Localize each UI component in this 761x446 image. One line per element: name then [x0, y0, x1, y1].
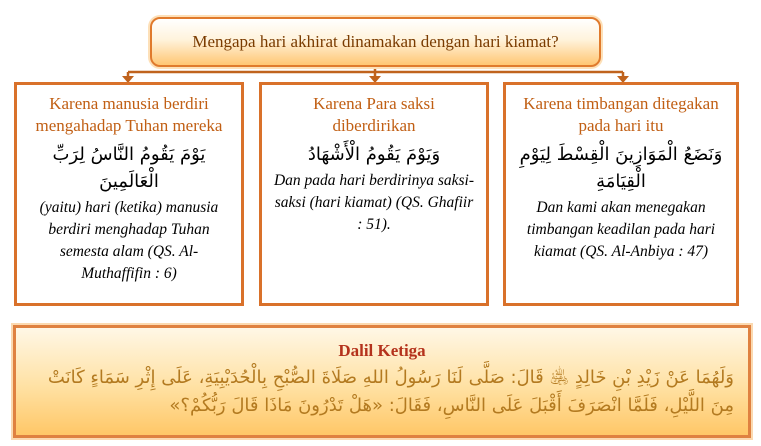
reason-card-1: [14, 82, 244, 306]
dalil-arabic-text: وَلَهُمَا عَنْ زَيْدِ بْنِ خَالِدٍ ﵁ قَالَ: صَلَّى لَنَا رَسُولُ اللهِ صَلَاةَ الصُّبْحِ بِالْحُدَيْبِيَةِ، عَلَى إِثْرِ سَمَاءٍ كَانَتْ مِنَ اللَّيْلِ، فَلَمَّا انْصَرَفَ أَقْبَلَ عَلَى النَّاسِ، فَقَالَ: «هَلْ تَدْرُونَ مَاذَا قَالَ رَبُّكُمْ؟»: [47, 367, 734, 416]
reason-card-3: [503, 82, 739, 306]
dalil-box: [13, 325, 751, 438]
reason-card-2: [259, 82, 489, 306]
question-title-box: [150, 17, 601, 67]
question-title: Mengapa hari akhirat dinamakan dengan hari kiamat?: [192, 32, 559, 51]
card-heading: Karena manusia berdiri mengahadap Tuhan mereka: [35, 94, 223, 135]
card-translation: (yaitu) hari (ketika) manusia berdiri menghadap Tuhan semesta alam (QS. Al-Muthaffifin : 6): [39, 199, 219, 282]
card-arabic-verse: يَوْمَ يَقُومُ النَّاسُ لِرَبِّ الْعَالَمِينَ: [52, 144, 206, 192]
card-translation: Dan kami akan menegakan timbangan keadilan pada hari kiamat (QS. Al-Anbiya : 47): [526, 199, 716, 260]
dalil-title: Dalil Ketiga: [338, 341, 426, 360]
card-heading: Karena timbangan ditegakan pada hari itu: [523, 94, 719, 135]
card-arabic-verse: وَنَضَعُ الْمَوَازِينَ الْقِسْطَ لِيَوْمِ الْقِيَامَةِ: [519, 144, 723, 192]
card-translation: Dan pada hari berdirinya saksi-saksi (hari kiamat) (QS. Ghafiir : 51).: [273, 172, 475, 233]
card-heading: Karena Para saksi diberdirikan: [313, 94, 435, 135]
card-arabic-verse: وَيَوْمَ يَقُومُ الْأَشْهَادُ: [307, 144, 441, 165]
